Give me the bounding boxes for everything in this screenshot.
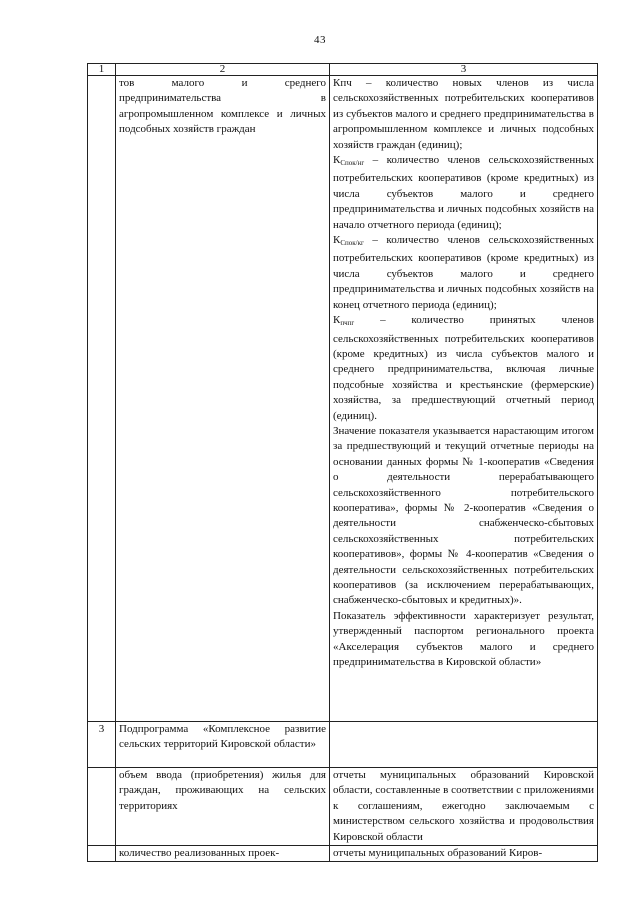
indicator-name-cell: тов малого и среднего предпринимательства в агропромышленном комплексе и личных подсобных хозяйств граждан	[116, 76, 330, 722]
definition-kspok-kg: $К_{Спок/кг}$ – количество членов сельскохозяйственных потребительских кооперативов (кроме кредитных) из числа субъектов малого и среднего предпринимательства и личных подсобных хозяйств на конец отчетного периода (единиц);	[333, 234, 594, 311]
table-header-row	[88, 64, 598, 76]
value-source-paragraph: Значение показателя указывается нарастающим итогом за предшествующий и текущий отчетные периоды на основании данных формы № 1-кооператив «Сведения о деятельности перерабатывающего сельскохозяйственного потребительского кооператива», формы № 2-кооператив «Сведения о деятельности снабженческо-сбытовых сельскохозяйственных потребительских кооперативов», формы № 4-кооператив «Сведения о деятельности сельскохозяйственных потребительских кооперативов (за исключением перерабатывающих, снабженческо-сбытовых и кредитных)».	[333, 424, 594, 607]
indicator-table	[87, 63, 598, 862]
table-row	[88, 768, 598, 846]
row-number-cell	[88, 846, 116, 862]
row-number-cell: 3	[88, 722, 116, 768]
row-number-cell	[88, 768, 116, 846]
source-cell: отчеты муниципальных образований Киров-	[330, 846, 598, 862]
calculation-method-cell	[330, 76, 598, 722]
definition-kpchpg: $К_{пчпг}$ – количество принятых членов сельскохозяйственных потребительских кооперативов (кроме кредитных) из числа субъектов малого и среднего предпринимательства, включая личные подсобные хозяйства и крестьянские (фермерские) хозяйства, за предшествующий отчетный период (единиц).	[333, 314, 594, 422]
indicator-name-cell: объем ввода (приобретения) жилья для граждан, проживающих на сельских территориях	[116, 768, 330, 846]
source-cell: отчеты муниципальных образований Кировской области, составленные в соответствии с приложениями к соглашениям, ежегодно заключаемым с министерством сельского хозяйства и продовольствия Кировской области	[330, 768, 598, 846]
table-row	[88, 722, 598, 768]
definition-kpch: Кпч – количество новых членов из числа сельскохозяйственных потребительских кооперативов из субъектов малого и среднего предпринимательства в агропромышленном комплексе и личных подсобных хозяйств граждан (единиц);	[333, 77, 594, 151]
indicator-name-cell: количество реализованных проек-	[116, 846, 330, 862]
empty-cell	[330, 722, 598, 768]
header-col-3: 3	[330, 64, 598, 76]
subprogram-name-cell: Подпрограмма «Комплексное развитие сельских территорий Кировской области»	[116, 722, 330, 768]
efficiency-paragraph: Показатель эффективности характеризует результат, утвержденный паспортом регионального проекта «Акселерация субъектов малого и среднего предпринимательства в Кировской области»	[333, 609, 594, 669]
table-row	[88, 846, 598, 862]
header-col-2: 2	[116, 64, 330, 76]
definition-kspok-ng: $К_{Спок/нг}$ – количество членов сельскохозяйственных потребительских кооперативов (кроме кредитных) из числа субъектов малого и среднего предпринимательства и личных подсобных хозяйств на начало отчетного периода (единиц);	[333, 154, 594, 231]
page-number: 43	[314, 34, 326, 46]
table-row	[88, 76, 598, 722]
row-number-cell	[88, 76, 116, 722]
header-col-1: 1	[88, 64, 116, 76]
